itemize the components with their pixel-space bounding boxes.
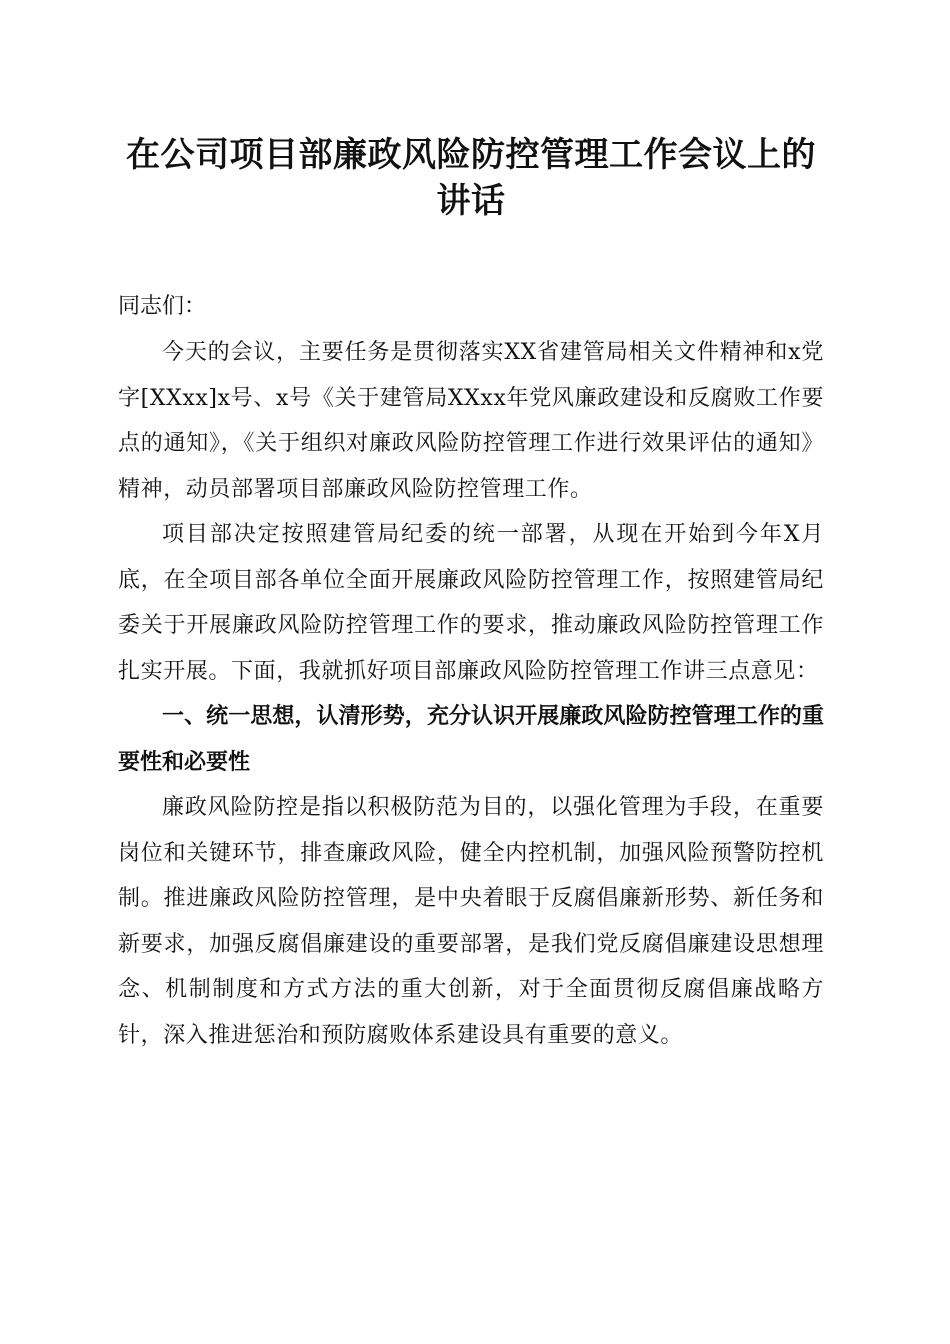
title-line-1: 在公司项目部廉政风险防控管理工作会议上的 xyxy=(126,135,816,175)
title-line-2: 讲话 xyxy=(436,181,506,221)
document-page xyxy=(118,132,824,1058)
body-paragraph-1: 今天的会议，主要任务是贯彻落实XX省建管局相关文件精神和x党字[XXxx]x号、x号《关于建管局XXxx年党风廉政建设和反腐败工作要点的通知》，《关于组织对廉政风险防控管理工作进行效果评估的通知》精神，动员部署项目部廉政风险防控管理工作。 xyxy=(118,340,824,502)
document-title xyxy=(118,132,824,224)
salutation: 同志们： xyxy=(118,294,207,319)
section-heading-1: 一、统一思想，认清形势，充分认识开展廉政风险防控管理工作的重要性和必要性 xyxy=(118,704,824,775)
body-paragraph-2: 项目部决定按照建管局纪委的统一部署，从现在开始到今年X月底，在全项目部各单位全面开展廉政风险防控管理工作，按照建管局纪委关于开展廉政风险防控管理工作的要求，推动廉政风险防控管理工作扎实开展。下面，我就抓好项目部廉政风险防控管理工作讲三点意见： xyxy=(118,522,824,684)
section-1-paragraph: 廉政风险防控是指以积极防范为目的，以强化管理为手段，在重要岗位和关键环节，排查廉政风险，健全内控机制，加强风险预警防控机制。推进廉政风险防控管理，是中央着眼于反腐倡廉新形势、新任务和新要求，加强反腐倡廉建设的重要部署，是我们党反腐倡廉建设思想理念、机制制度和方式方法的重大创新，对于全面贯彻反腐倡廉战略方针，深入推进惩治和预防腐败体系建设具有重要的意义。 xyxy=(118,795,824,1048)
